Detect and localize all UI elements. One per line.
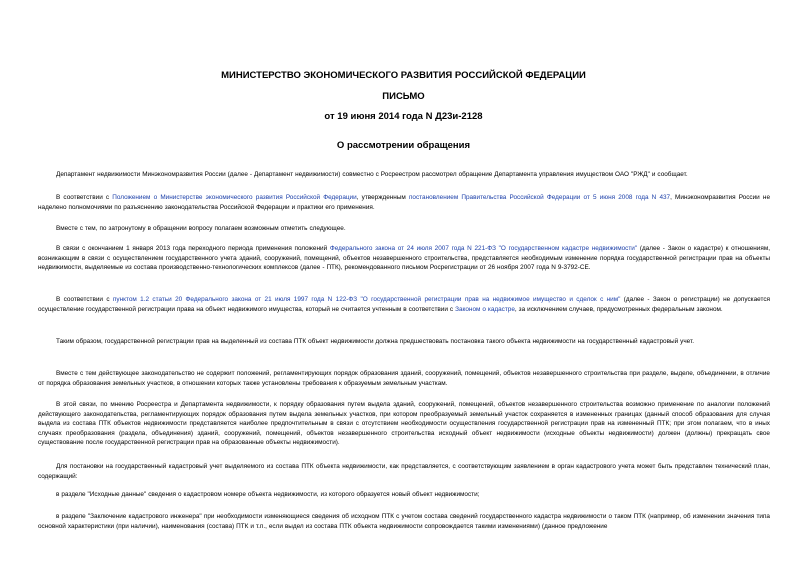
link-government-resolution-437[interactable]: постановлением Правительства Российской Федерации от 5 июня 2008 года N 437 <box>408 194 671 201</box>
paragraph-8: В этой связи, по мнению Росреестра и Департамента недвижимости, к порядку образования путем выдела зданий, сооружений, помещений, объектов незавершенного строительства возможно применение по аналогии положений действующего законодательства, регламентирующих порядок образования путем выдела земельных участков, при котором преобразуемый земельный участок сохраняется в измененных границах (данный способ образования для случая выдела из состава ПТК объектов недвижимости представляется наиболее предпочтительным в связи с отсутствием необходимости осуществления государственной регистрации прав на измененный ПТК; при этом полагаем, что в иных случаях преобразования (раздела, объединения) зданий, сооружений, помещений, объектов незавершенного строительства исходный объект недвижимости (исходные объекты недвижимости) должен (должны) прекращать свое существование после государственной регистрации прав на образованные объекты недвижимости). <box>38 401 770 447</box>
paragraph-1: Департамент недвижимости Минэкономразвития России (далее - Департамент недвижимости) совместно с Росреестром рассмотрел обращение Департамента управления имуществом ОАО "РЖД" и сообщает. <box>56 171 688 178</box>
paragraph-3: Вместе с тем, по затронутому в обращении вопросу полагаем возможным отметить следующее. <box>56 225 346 232</box>
paragraph-11: в разделе "Заключение кадастрового инженера" при необходимости изменяющиеся сведения об исходном ПТК с учетом состава сведений государственного кадастра недвижимости о таком ПТК (например, об изменении значения типа основной характеристики (при наличии), наименования (состава) ПТК и т.п., если выдел из состава ПТК объекта недвижимости сопровождается такими изменениями) (данное предложение <box>38 513 770 530</box>
paragraph-4 <box>38 244 770 273</box>
paragraph-2-text-b: , утвержденным <box>356 194 409 201</box>
link-cadastre-law[interactable]: Законом о кадастре <box>455 305 515 313</box>
paragraph-4-text-b: (далее - Закон о кадастре) к отношениям, возникающим в связи с осуществлением государственного учета зданий, сооружений, помещений, объектов незавершенного строительства, представляется необходимым изменение порядка государственной регистрации прав на объекты недвижимости, выделяемые из состава производственно-технологических комплексов (далее - ПТК), рекомендованного письмом Росрегистрации от 26 ноября 2007 года N 9-3792-СЕ. <box>38 245 770 272</box>
paragraph-5-text-b: (далее - Закон о регистрации) не допускается осуществление государственной регистрации права на объект недвижимого имущества, который не считается учтенным в соответствии с <box>38 296 770 313</box>
ministry-title: МИНИСТЕРСТВО ЭКОНОМИЧЕСКОГО РАЗВИТИЯ РОССИЙСКОЙ ФЕДЕРАЦИИ <box>221 70 586 81</box>
link-federal-law-221[interactable]: Федерального закона от 24 июля 2007 года N 221-ФЗ "О государственном кадастре недвижимости" <box>329 245 638 252</box>
document-subject: О рассмотрении обращения <box>336 140 471 151</box>
paragraph-5-text-a: В соответствии с <box>56 296 113 303</box>
link-federal-law-122[interactable]: пунктом 1.2 статьи 20 Федерального закона от 21 июля 1997 года N 122-ФЗ "О государственной регистрации прав на недвижимое имущество и сделок с ним" <box>112 296 621 303</box>
paragraph-6: Таким образом, государственной регистрации прав на выделенный из состава ПТК объект недвижимости должна предшествовать постановка такого объекта недвижимости на государственный кадастровый учет. <box>56 338 694 345</box>
paragraph-4-text-a: В связи с окончанием 1 января 2013 года переходного периода применения положений <box>56 245 330 252</box>
paragraph-7: Вместе с тем действующее законодательство не содержит положений, регламентирующих порядок образования зданий, сооружений, помещений, объектов незавершенного строительства при разделе, выделе, объединении, в отличие от порядка образования земельных участков, в отношении которых также установлены требования к образуемым земельным участкам. <box>38 370 770 387</box>
paragraph-5 <box>38 295 770 314</box>
paragraph-2 <box>38 193 770 212</box>
paragraph-9: Для постановки на государственный кадастровый учет выделяемого из состава ПТК объекта недвижимости, как представляется, с соответствующим заявлением в орган кадастрового учета может быть представлен технический план, содержащий: <box>38 463 770 480</box>
paragraph-5-text-c: , за исключением случаев, предусмотренных федеральным законом. <box>514 305 723 313</box>
document-date-number: от 19 июня 2014 года N Д23и-2128 <box>324 111 483 122</box>
link-ministry-regulation[interactable]: Положением о Министерстве экономического развития Российской Федерации <box>112 194 357 201</box>
paragraph-10: в разделе "Исходные данные" сведения о кадастровом номере объекта недвижимости, из которого образуется новый объект недвижимости; <box>56 491 480 498</box>
paragraph-2-text-a: В соответствии с <box>56 194 113 201</box>
document-type: ПИСЬМО <box>382 91 425 102</box>
paragraph-2-text-c: , Минэкономразвития России не наделено полномочиями по разъяснению законодательства Российской Федерации и практики его применения. <box>38 194 770 211</box>
